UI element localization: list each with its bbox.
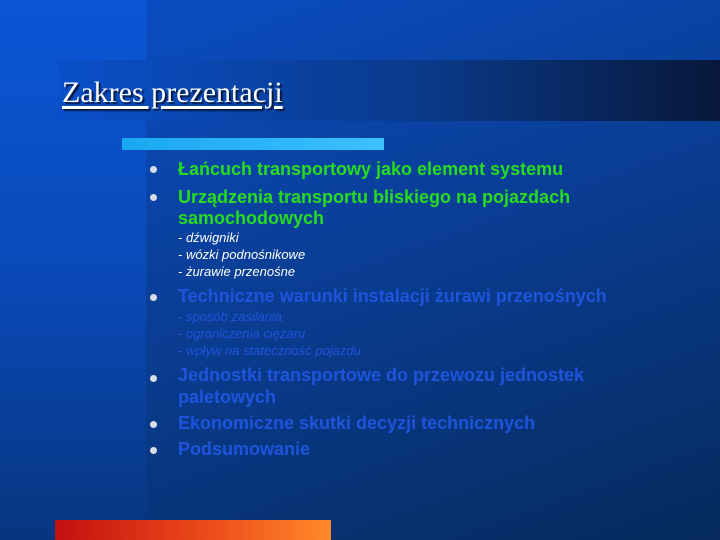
list-item-4-line2: paletowych <box>178 387 277 407</box>
sub-item: - wózki podnośnikowe <box>178 247 306 262</box>
list-item-1: Łańcuch transportowy jako element systemu <box>178 159 564 179</box>
list-item-5: Ekonomiczne skutki decyzji technicznych <box>178 413 536 433</box>
list-item-3: Techniczne warunki instalacji żurawi przenośnych <box>178 286 607 306</box>
list-item-6: Podsumowanie <box>178 439 311 459</box>
sub-item: - sposób zasilania <box>178 309 283 324</box>
accent-bar-cyan <box>122 138 384 150</box>
bullet-icon <box>150 447 157 454</box>
sub-item: - żurawie przenośne <box>178 264 296 279</box>
list-item-4-line1: Jednostki transportowe do przewozu jednostek <box>178 365 585 385</box>
sub-item: - dźwigniki <box>178 230 239 245</box>
slide-title: Zakres prezentacji <box>62 76 283 109</box>
accent-bar-red <box>55 520 331 540</box>
sub-item: - ograniczenia ciężaru <box>178 326 306 341</box>
bullet-icon <box>150 375 157 382</box>
list-item-2-line1: Urządzenia transportu bliskiego na pojazdach <box>178 187 571 207</box>
list-item-2-line2: samochodowych <box>178 208 325 228</box>
bullet-icon <box>150 294 157 301</box>
bullet-icon <box>150 421 157 428</box>
bullet-icon <box>150 166 157 173</box>
bullet-icon <box>150 194 157 201</box>
sub-item: - wpływ na stateczność pojazdu <box>178 343 361 358</box>
